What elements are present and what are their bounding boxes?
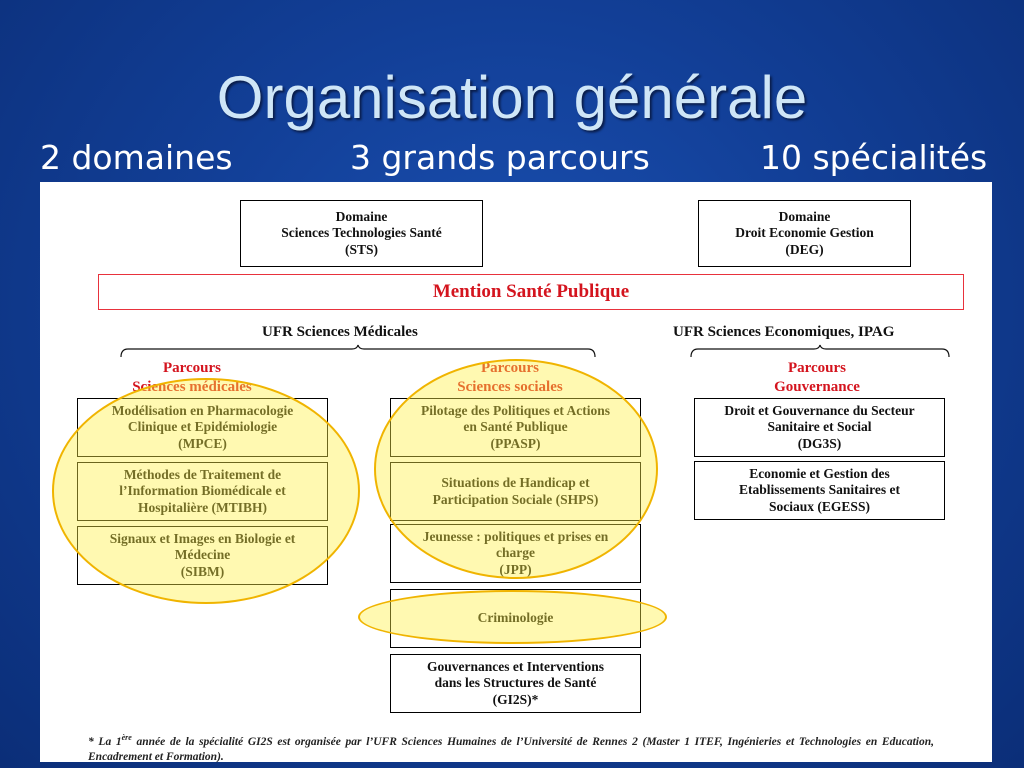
gi2s-line3: (GI2S)* (492, 691, 539, 707)
ufr-economiques-label: UFR Sciences Economiques, IPAG (673, 324, 895, 340)
specialite-gi2s-box (390, 654, 641, 713)
specialite-egess-box (694, 461, 945, 520)
mpce-line3: (MPCE) (178, 435, 227, 451)
domain-sts-box (240, 200, 483, 267)
diagram-panel (40, 182, 992, 762)
domain-deg-line2: Droit Economie Gestion (735, 225, 874, 241)
criminologie-line1: Criminologie (477, 610, 554, 626)
specialite-mpce-box (77, 398, 328, 457)
specialite-ppasp-box (390, 398, 641, 457)
specialite-dg3s-box (694, 398, 945, 457)
parcours-gouvernance-line1: Parcours (787, 360, 847, 376)
specialite-shps-box (390, 462, 641, 521)
parcours-sociales-heading (430, 359, 590, 397)
domain-sts-line1: Domaine (335, 208, 388, 224)
brace-medicales (120, 345, 596, 359)
domain-sts-line2: Sciences Technologies Santé (281, 225, 442, 241)
dg3s-line1: Droit et Gouvernance du Secteur (724, 402, 915, 418)
shps-line2: Participation Sociale (SHPS) (432, 491, 599, 507)
specialite-mtibh-box (77, 462, 328, 521)
subtitle-specialites: 10 spécialités (760, 138, 988, 177)
ppasp-line3: (PPASP) (490, 435, 541, 451)
egess-line3: Sociaux (EGESS) (769, 498, 870, 514)
mpce-line2: Clinique et Epidémiologie (127, 419, 278, 435)
domain-sts-line3: (STS) (344, 241, 378, 257)
mtibh-line3: Hospitalière (MTIBH) (137, 499, 268, 515)
slide-title: Organisation générale (216, 64, 808, 131)
sibm-line3: (SIBM) (180, 563, 225, 579)
parcours-medicales-line2: Sciences médicales (132, 379, 252, 395)
domain-deg-line3: (DEG) (785, 241, 824, 257)
jpp-line1: Jeunesse : politiques et prises en (422, 528, 609, 544)
brace-gouvernance (690, 345, 950, 359)
gi2s-line2: dans les Structures de Santé (434, 675, 597, 691)
specialite-jpp-box (390, 524, 641, 583)
subtitle-domaines: 2 domaines (40, 138, 233, 177)
egess-line2: Etablissements Sanitaires et (739, 482, 900, 498)
footnote-part2: année de la spécialité GI2S est organisée par l’UFR Sciences Humaines de l’Université de Rennes 2 (Master 1 ITEF, Ingénieries et Technologies en Education, Encadrement et Formation). (88, 735, 934, 763)
footnote (88, 730, 934, 765)
mention-box: Mention Santé Publique (98, 274, 964, 310)
ppasp-line2: en Santé Publique (463, 419, 568, 435)
egess-line1: Economie et Gestion des (749, 465, 890, 481)
specialite-criminologie-box (390, 589, 641, 648)
sibm-line1: Signaux et Images en Biologie et (109, 530, 296, 546)
footnote-part1: * La 1 (88, 735, 122, 748)
dg3s-line2: Sanitaire et Social (767, 419, 872, 435)
sibm-line2: Médecine (174, 547, 231, 563)
parcours-sociales-line1: Parcours (480, 360, 540, 376)
ppasp-line1: Pilotage des Politiques et Actions (421, 402, 610, 418)
shps-line1: Situations de Handicap et (441, 475, 590, 490)
subtitle-parcours: 3 grands parcours (350, 138, 650, 177)
parcours-gouvernance-line2: Gouvernance (774, 379, 860, 395)
dg3s-line3: (DG3S) (797, 435, 842, 451)
parcours-sociales-line2: Sciences sociales (457, 379, 563, 395)
specialite-sibm-box (77, 526, 328, 585)
mtibh-line2: l’Information Biomédicale et (119, 483, 286, 499)
ufr-medicales-label: UFR Sciences Médicales (262, 324, 418, 340)
parcours-medicales-line1: Parcours (162, 360, 222, 376)
jpp-line3: (JPP) (499, 561, 532, 577)
footnote-sup: ère (121, 733, 132, 742)
gi2s-line1: Gouvernances et Interventions (427, 658, 604, 674)
mpce-line1: Modélisation en Pharmacologie (111, 402, 294, 418)
jpp-line2: charge (496, 545, 535, 561)
parcours-medicales-heading (112, 359, 272, 397)
domain-deg-line1: Domaine (778, 208, 831, 224)
parcours-gouvernance-heading (737, 359, 897, 397)
domain-deg-box (698, 200, 911, 267)
mtibh-line1: Méthodes de Traitement de (123, 466, 282, 482)
